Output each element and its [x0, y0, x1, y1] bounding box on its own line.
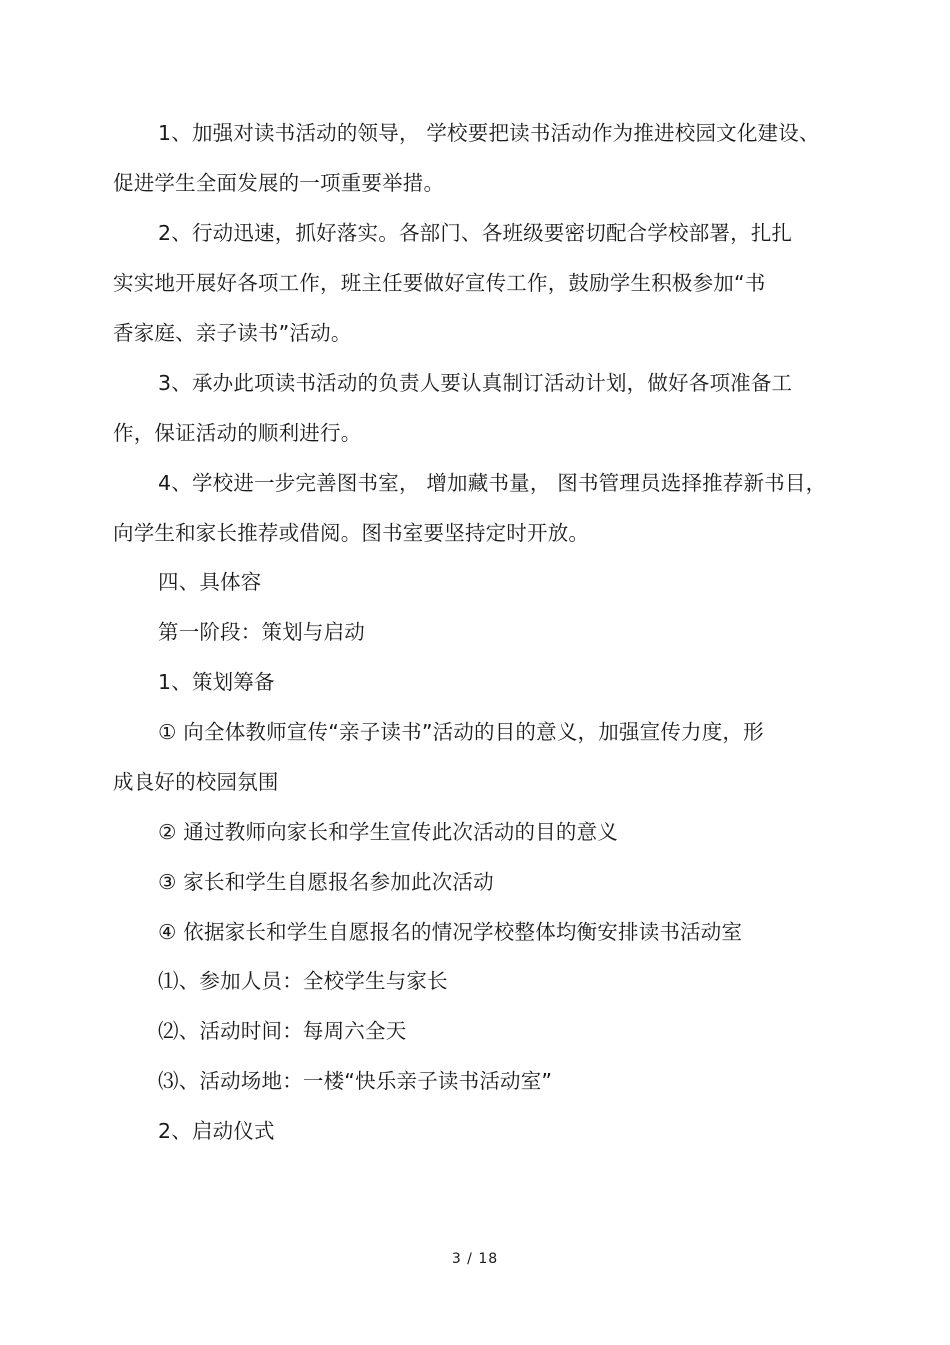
- detail-venue: ⑶、活动场地：一楼“快乐亲子读书活动室”: [158, 1069, 553, 1093]
- subsection-heading-ceremony: 2、启动仪式: [158, 1119, 275, 1143]
- paragraph-1-line-1: 1、加强对读书活动的领导， 学校要把读书活动作为推进校园文化建设、: [158, 121, 820, 145]
- stage-heading: 第一阶段：策划与启动: [158, 620, 365, 644]
- page-number: 3 / 18: [451, 1251, 499, 1267]
- list-item-1-line-2: 成良好的校园氛围: [113, 770, 279, 794]
- list-item-2: ② 通过教师向家长和学生宣传此次活动的目的意义: [158, 820, 618, 844]
- paragraph-4-line-1: 4、学校进一步完善图书室， 增加藏书量， 图书管理员选择推荐新书目，: [158, 471, 827, 495]
- paragraph-4-line-2: 向学生和家长推荐或借阅。图书室要坚持定时开放。: [113, 521, 590, 545]
- subsection-heading-planning: 1、策划筹备: [158, 670, 275, 694]
- paragraph-2-line-3: 香家庭、亲子读书”活动。: [113, 321, 352, 345]
- paragraph-3-line-2: 作，保证活动的顺利进行。: [113, 421, 362, 445]
- list-item-4: ④ 依据家长和学生自愿报名的情况学校整体均衡安排读书活动室: [158, 920, 743, 944]
- detail-participants: ⑴、参加人员：全校学生与家长: [158, 969, 448, 993]
- paragraph-1-line-2: 促进学生全面发展的一项重要举措。: [113, 171, 445, 195]
- paragraph-2-line-2: 实实地开展好各项工作，班主任要做好宣传工作，鼓励学生积极参加“书: [113, 271, 766, 295]
- list-item-3: ③ 家长和学生自愿报名参加此次活动: [158, 870, 494, 894]
- list-item-1-line-1: ① 向全体教师宣传“亲子读书”活动的目的意义，加强宣传力度，形: [158, 720, 764, 744]
- paragraph-2-line-1: 2、行动迅速，抓好落实。各部门、各班级要密切配合学校部署，扎扎: [158, 221, 793, 245]
- section-heading: 四、具体容: [158, 570, 262, 594]
- detail-time: ⑵、活动时间：每周六全天: [158, 1019, 407, 1043]
- paragraph-3-line-1: 3、承办此项读书活动的负责人要认真制订活动计划，做好各项准备工: [158, 371, 793, 395]
